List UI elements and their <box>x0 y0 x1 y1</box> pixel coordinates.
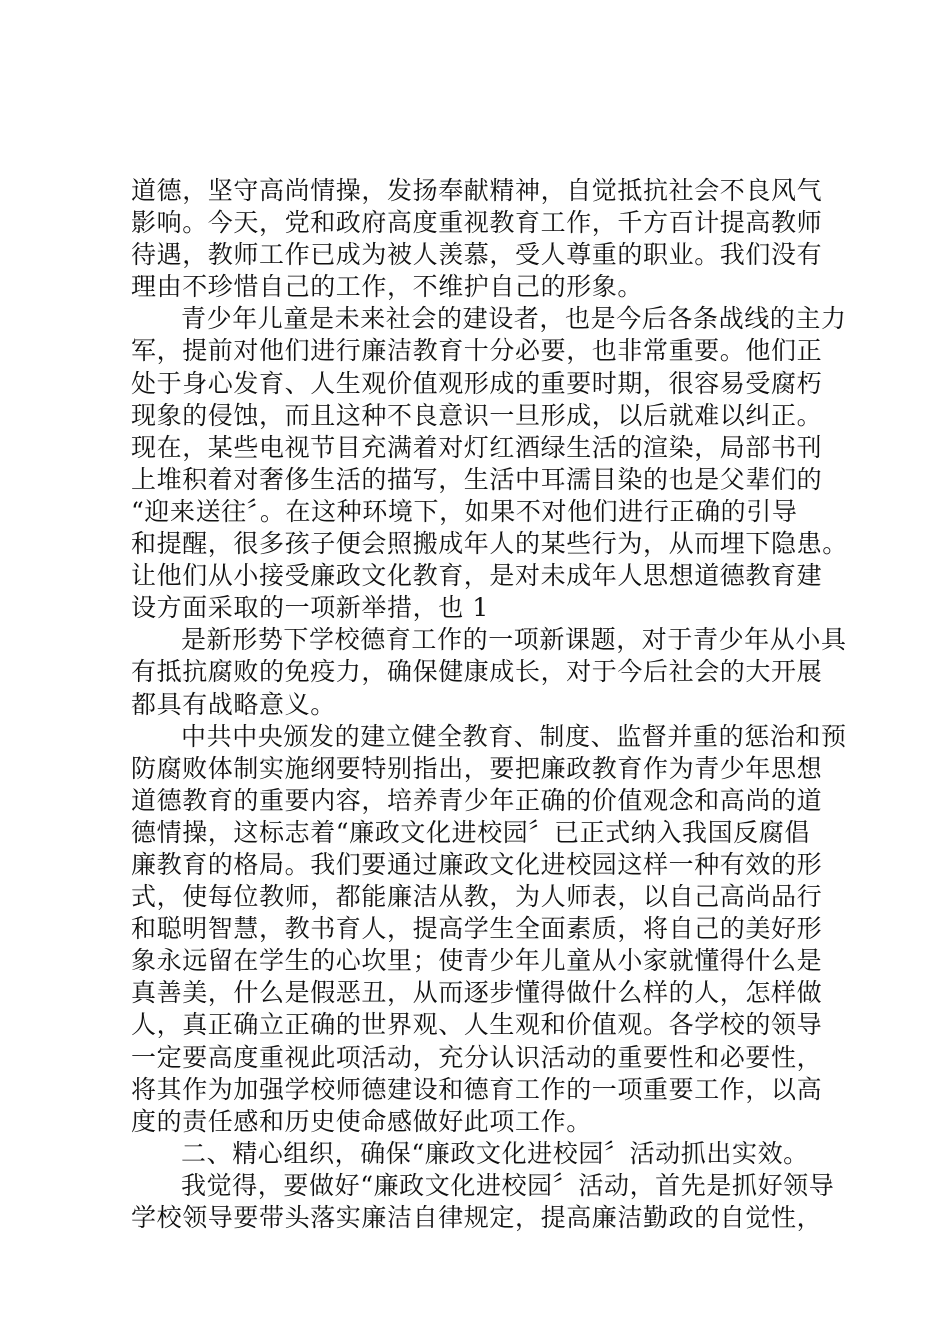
text-line: 人，真正确立正确的世界观、人生观和价值观。各学校的领导 <box>131 1010 823 1040</box>
text-line: 待遇，教师工作已成为被人羡慕，受人尊重的职业。我们没有 <box>131 240 823 270</box>
text-line: 象永远留在学生的心坎里；使青少年儿童从小家就懂得什么是 <box>131 946 823 976</box>
text-line: 理由不珍惜自己的工作，不维护自己的形象。 <box>131 272 644 302</box>
text-line: 道德教育的重要内容，培养青少年正确的价值观念和高尚的道 <box>131 785 823 815</box>
text-line: 和提醒，很多孩子便会照搬成年人的某些行为，从而埋下隐患。 <box>131 529 848 559</box>
text-line: 学校领导要带头落实廉洁自律规定，提高廉洁勤政的自觉性， <box>131 1203 823 1232</box>
text-line: 廉教育的格局。我们要通过廉政文化进校园这样一种有效的形 <box>131 849 823 879</box>
text-line: 我觉得，要做好“廉政文化进校园〞活动，首先是抓好领导 <box>181 1170 835 1200</box>
text-line: 设方面采取的一项新举措，也 1 <box>131 593 489 623</box>
text-line: 道德，坚守高尚情操，发扬奉献精神，自觉抵抗社会不良风气 <box>131 176 823 205</box>
text-line: 防腐败体制实施纲要特别指出，要把廉政教育作为青少年思想 <box>131 753 823 783</box>
text-line: 是新形势下学校德育工作的一项新课题，对于青少年从小具 <box>181 625 847 655</box>
text-line: 二、精心组织，确保“廉政文化进校园〞活动抓出实效。 <box>181 1138 809 1168</box>
text-line: 让他们从小接受廉政文化教育，是对未成年人思想道德教育建 <box>131 561 823 591</box>
text-line: 将其作为加强学校师德建设和德育工作的一项重要工作，以高 <box>131 1074 823 1104</box>
text-line: “迎来送往〞。在这种环境下，如果不对他们进行正确的引导 <box>131 496 798 526</box>
text-line: 度的责任感和历史使命感做好此项工作。 <box>131 1106 592 1136</box>
text-line: 有抵抗腐败的免疫力，确保健康成长，对于今后社会的大开展 <box>131 657 823 687</box>
text-line: 和聪明智慧，教书育人，提高学生全面素质，将自己的美好形 <box>131 914 823 944</box>
text-line: 现在，某些电视节目充满着对灯红酒绿生活的渲染，局部书刊 <box>131 432 823 462</box>
text-line: 都具有战略意义。 <box>131 689 336 719</box>
text-line: 一定要高度重视此项活动，充分认识活动的重要性和必要性， <box>131 1042 823 1072</box>
text-line: 现象的侵蚀，而且这种不良意识一旦形成，以后就难以纠正。 <box>131 400 823 430</box>
text-line: 军，提前对他们进行廉洁教育十分必要，也非常重要。他们正 <box>131 336 823 366</box>
text-line: 真善美，什么是假恶丑，从而逐步懂得做什么样的人，怎样做 <box>131 978 823 1008</box>
document-text-body <box>131 175 848 1234</box>
text-line: 德情操，这标志着“廉政文化进校园〞已正式纳入我国反腐倡 <box>131 817 810 847</box>
text-line: 上堆积着对奢侈生活的描写，生活中耳濡目染的也是父辈们的 <box>131 464 823 494</box>
text-line: 影响。今天，党和政府高度重视教育工作，千方百计提高教师 <box>131 208 823 238</box>
text-line: 中共中央颁发的建立健全教育、制度、监督并重的惩治和预 <box>181 721 847 751</box>
text-line: 式，使每位教师，都能廉洁从教，为人师表，以自己高尚品行 <box>131 882 823 912</box>
text-line: 青少年儿童是未来社会的建设者，也是今后各条战线的主力 <box>181 304 847 334</box>
text-line: 处于身心发育、人生观价值观形成的重要时期，很容易受腐朽 <box>131 368 823 398</box>
